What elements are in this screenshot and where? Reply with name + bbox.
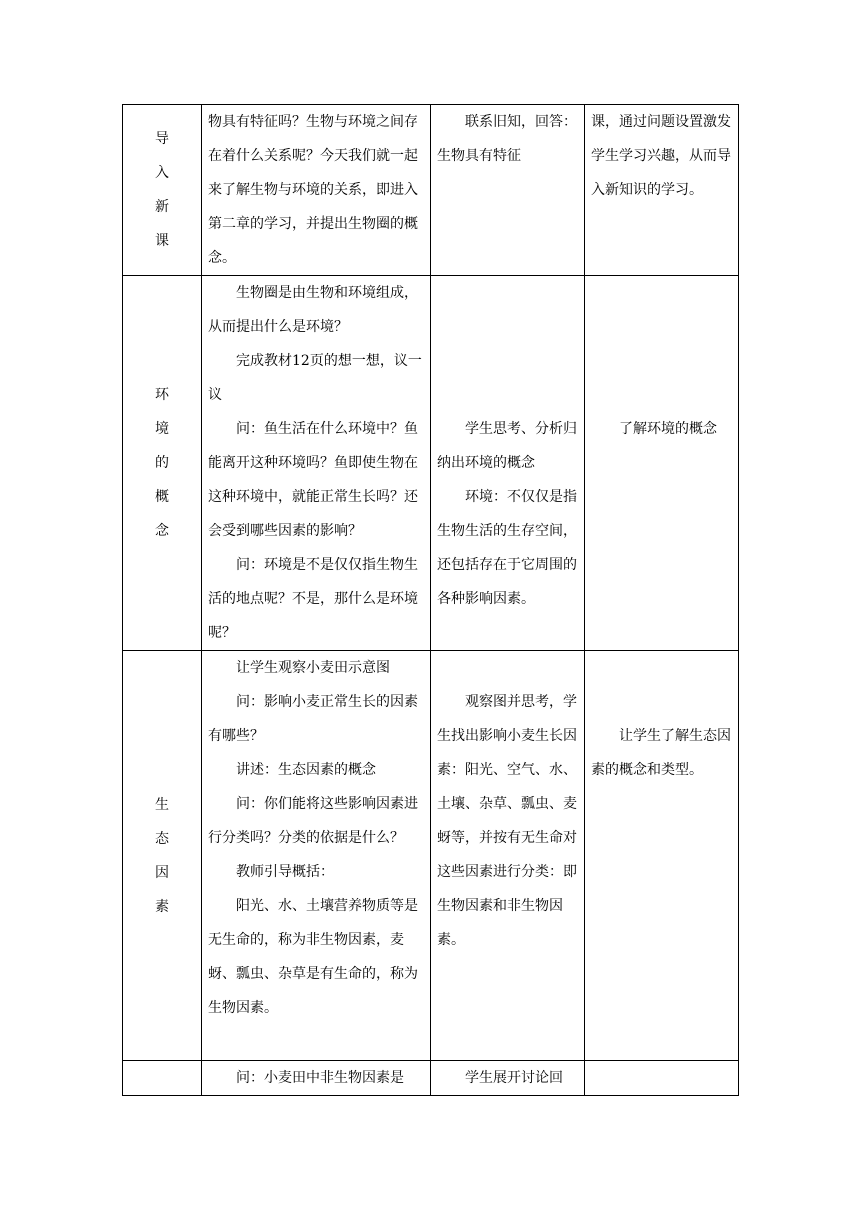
lesson-plan-table xyxy=(122,104,739,1096)
teacher-text: 问：环境是不是仅仅指生物生活的地点呢？不是，那什么是环境呢？ xyxy=(208,557,418,641)
student-text: 学生思考、分析归纳出环境的概念 xyxy=(437,421,577,471)
teacher-text: 教师引导概括： xyxy=(236,864,334,880)
teacher-activity-cell xyxy=(202,1061,431,1096)
table-row xyxy=(123,1061,739,1096)
teacher-text: 问：鱼生活在什么环境中？鱼能离开这种环境吗？鱼即使生物在这种环境中，就能正常生长吗？还会受到哪些因素的影响？ xyxy=(208,421,418,539)
purpose-text: 课，通过问题设置激发学生学习兴趣，从而导入新知识的学习。 xyxy=(591,114,731,198)
student-text: 学生展开讨论回 xyxy=(465,1070,563,1086)
student-activity-cell xyxy=(431,105,585,276)
stage-label: 生 态 因 素 xyxy=(155,796,169,915)
design-purpose-cell xyxy=(585,276,739,651)
teacher-text: 物具有特征吗？生物与环境之间存在着什么关系呢？今天我们就一起来了解生物与环境的关系，即进入第二章的学习，并提出生物圈的概念。 xyxy=(208,114,418,266)
teacher-text: 问：你们能将这些影响因素进行分类吗？分类的依据是什么？ xyxy=(208,796,418,846)
student-text: 观察图并思考，学生找出影响小麦生长因素：阳光、空气、水、土壤、杂草、瓢虫、麦蚜等，并按有无生命对这些因素进行分类：即生物因素和非生物因素。 xyxy=(437,694,577,948)
purpose-text: 让学生了解生态因素的概念和类型。 xyxy=(591,728,731,778)
stage-label: 导 入 新 课 xyxy=(155,131,169,249)
teacher-text: 生物圈是由生物和环境组成，从而提出什么是环境？ xyxy=(208,285,418,335)
student-text: 环境：不仅仅是指生物生活的生存空间，还包括存在于它周围的各种影响因素。 xyxy=(437,489,577,607)
design-purpose-cell xyxy=(585,1061,739,1096)
purpose-text: 了解环境的概念 xyxy=(619,421,717,437)
design-purpose-cell xyxy=(585,651,739,1061)
student-text: 联系旧知，回答：生物具有特征 xyxy=(437,114,577,164)
teacher-activity-cell xyxy=(202,105,431,276)
teacher-text: 讲述：生态因素的概念 xyxy=(236,762,376,778)
teacher-activity-cell xyxy=(202,276,431,651)
teacher-text: 完成教材12页的想一想，议一议 xyxy=(208,353,422,403)
table-row xyxy=(123,105,739,276)
stage-label: 环 境 的 概 念 xyxy=(155,387,169,539)
design-purpose-cell xyxy=(585,105,739,276)
table-row xyxy=(123,276,739,651)
table-row xyxy=(123,651,739,1061)
teacher-text: 问：小麦田中非生物因素是 xyxy=(236,1070,404,1086)
stage-cell xyxy=(123,276,202,651)
stage-cell xyxy=(123,651,202,1061)
stage-cell xyxy=(123,105,202,276)
teacher-text: 让学生观察小麦田示意图 xyxy=(236,660,390,676)
student-activity-cell xyxy=(431,651,585,1061)
teacher-activity-cell xyxy=(202,651,431,1061)
teacher-text: 问：影响小麦正常生长的因素有哪些？ xyxy=(208,694,418,744)
student-activity-cell xyxy=(431,1061,585,1096)
teacher-text: 阳光、水、土壤营养物质等是无生命的，称为非生物因素，麦蚜、瓢虫、杂草是有生命的，称为生物因素。 xyxy=(208,898,418,1016)
stage-cell xyxy=(123,1061,202,1096)
student-activity-cell xyxy=(431,276,585,651)
